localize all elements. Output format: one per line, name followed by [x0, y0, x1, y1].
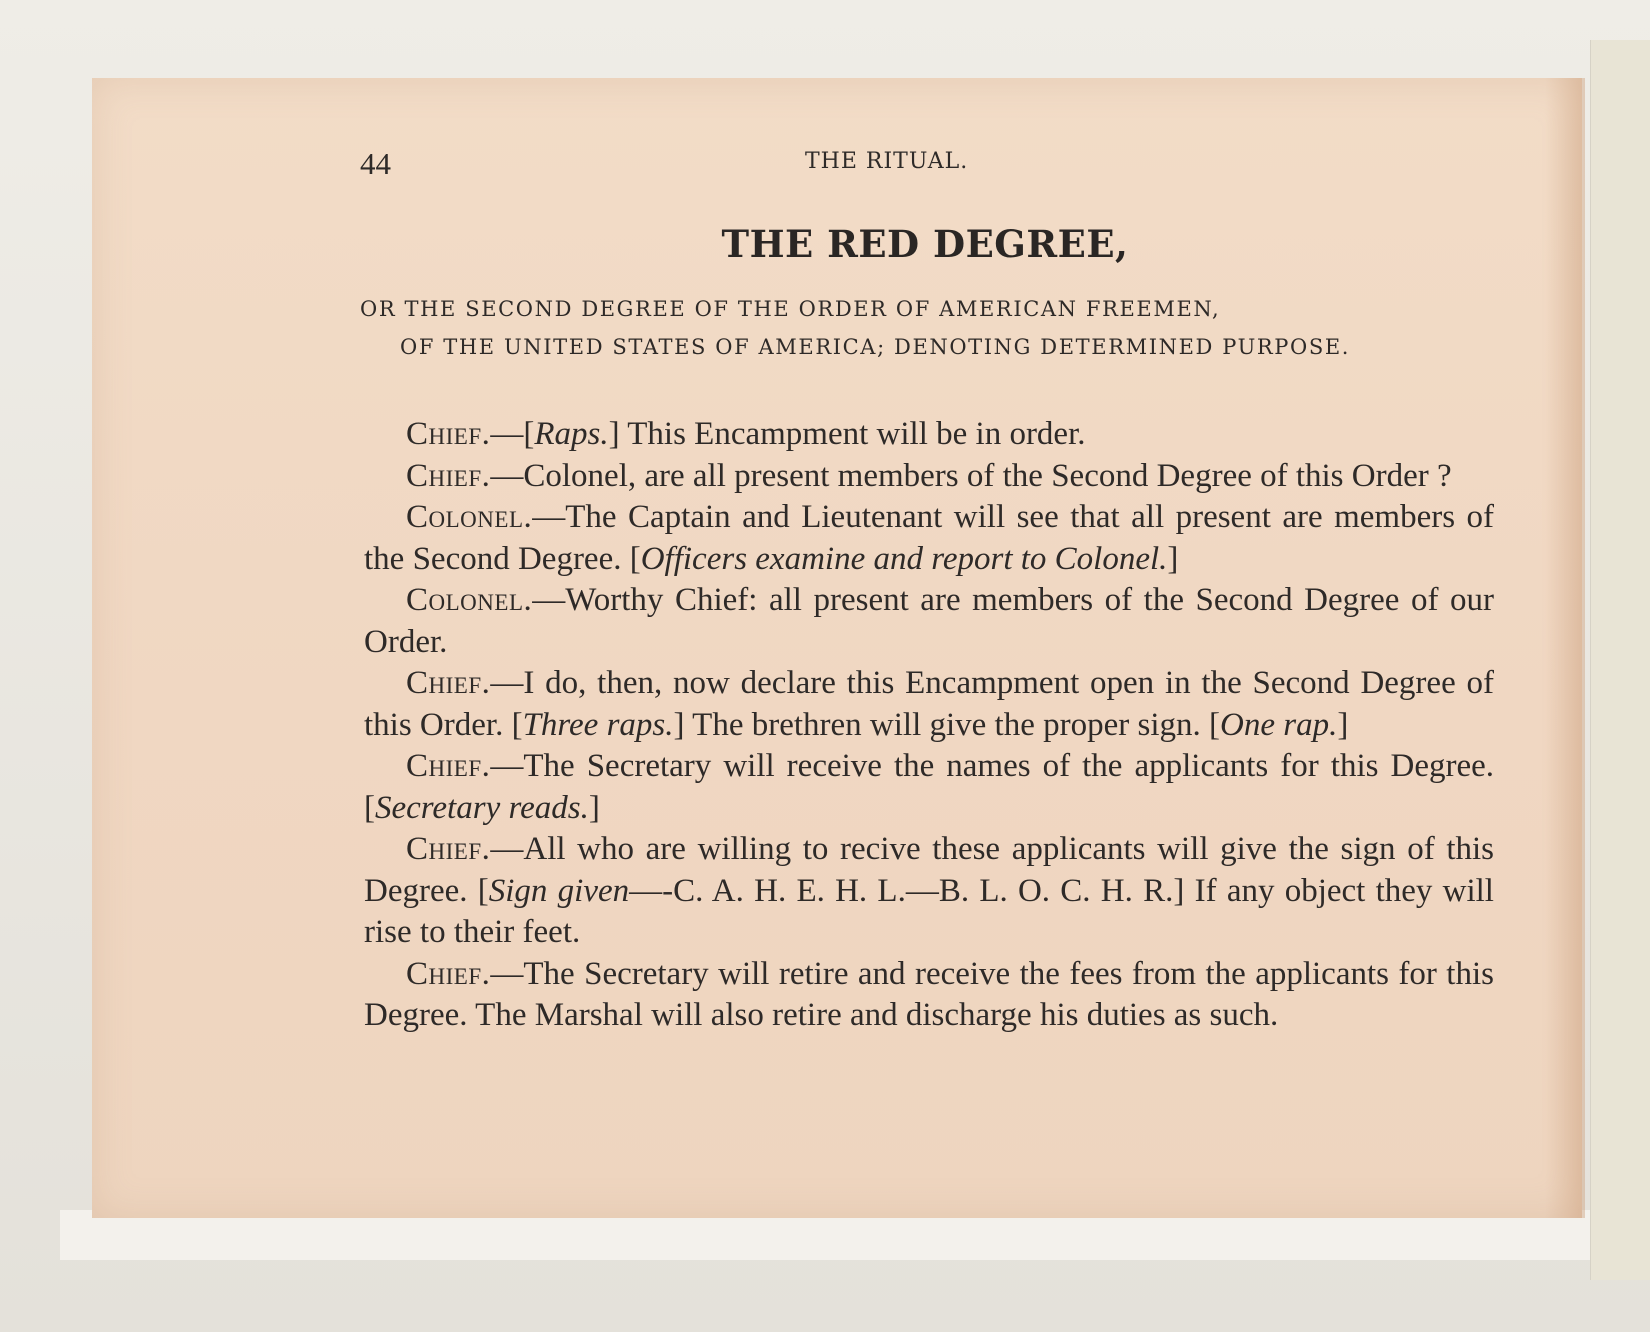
ritual-paragraph	[364, 746, 1494, 829]
dialogue-text: ] The brethren will give the proper sign. [	[673, 706, 1220, 743]
page-header	[360, 146, 1490, 186]
speaker-name: Chief.	[406, 955, 491, 992]
speaker-name: Chief.	[406, 457, 491, 494]
dialogue-text: ]	[1167, 540, 1179, 577]
speaker-name: Chief.	[406, 748, 491, 784]
dialogue-text: ]	[588, 789, 600, 826]
dialogue-text: —All who are willing to recive these applicants will give the sign of this Degree. [	[364, 831, 1494, 909]
dialogue-text: —The Secretary will retire and receive the fees from the applicants for this Degree. The Marshal will also retire and discharge his duties as such.	[364, 955, 1494, 1033]
stage-direction: Sign given	[488, 872, 630, 909]
ritual-paragraph	[364, 954, 1494, 1037]
dialogue-text: —[	[490, 416, 535, 452]
dialogue-text: —-C. A. H. E. H. L.—B. L. O. C. H. R.] If any object they will rise to their feet.	[364, 872, 1494, 950]
subtitle-line-2: OF THE UNITED STATES OF AMERICA; DENOTING DETERMINED PURPOSE.	[400, 335, 1351, 359]
dialogue-text: —Colonel, are all present members of the Second Degree of this Order ?	[490, 457, 1452, 494]
speaker-name: Chief.	[406, 665, 491, 701]
stage-direction: One rap.	[1220, 706, 1338, 743]
ritual-paragraph	[364, 414, 1494, 456]
adjacent-page-edge	[1590, 40, 1650, 1280]
stage-direction: Raps.	[534, 416, 609, 452]
dialogue-text: —I do, then, now declare this Encampment open in the Second Degree of this Order. [	[364, 665, 1494, 743]
ritual-paragraph	[364, 580, 1494, 663]
section-title: THE RED DEGREE,	[721, 222, 1129, 266]
stage-direction: Secretary reads.	[375, 789, 589, 826]
speaker-name: Chief.	[406, 831, 491, 867]
page-number: 44	[360, 146, 391, 181]
stage-direction: Officers examine and report to Colonel.	[640, 540, 1168, 577]
dialogue-text: ] This Encampment will be in order.	[608, 416, 1086, 452]
ritual-paragraph	[364, 456, 1494, 498]
speaker-name: Colonel.	[406, 582, 533, 618]
ritual-paragraph	[364, 663, 1494, 746]
speaker-name: Chief.	[406, 416, 491, 452]
subtitle-line-1: OR THE SECOND DEGREE OF THE ORDER OF AMERICAN FREEMEN,	[360, 297, 1221, 321]
speaker-name: Colonel.	[406, 499, 533, 535]
ritual-paragraph	[364, 497, 1494, 580]
dialogue-text: ]	[1337, 706, 1349, 743]
dialogue-text: —The Secretary will receive the names of the applicants for this Degree. [	[364, 748, 1494, 826]
dialogue-text: —Worthy Chief: all present are members of the Second Degree of our Order.	[364, 582, 1494, 660]
ritual-paragraph	[364, 829, 1494, 954]
stage-direction: Three raps.	[522, 706, 674, 743]
dialogue-text: —The Captain and Lieutenant will see that all present are members of the Second Degree. [	[364, 499, 1494, 577]
section-subtitle	[360, 290, 1495, 366]
ritual-text	[364, 414, 1494, 1037]
page-stain	[1545, 78, 1585, 1218]
running-head: THE RITUAL.	[805, 149, 969, 174]
